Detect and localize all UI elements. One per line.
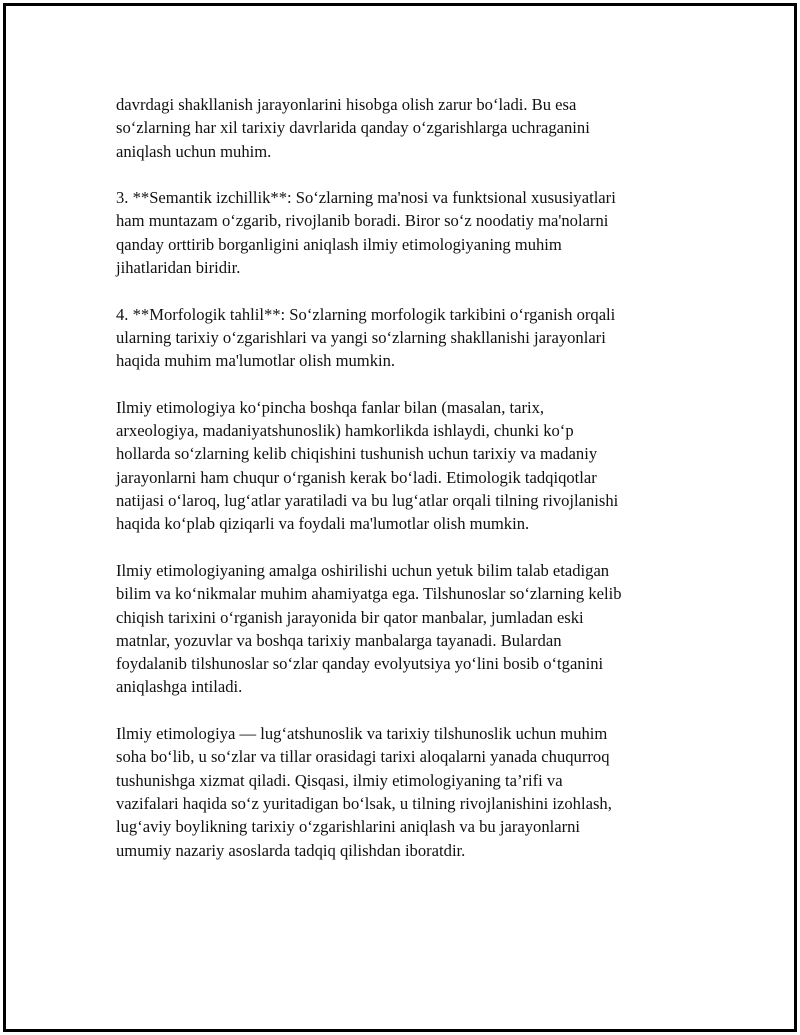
paragraph-semantic-consistency: [116, 186, 696, 279]
paragraph-morphological-analysis: [116, 303, 696, 373]
text-line: lug‘aviy boylikning tarixiy o‘zgarishlarini aniqlash va bu jarayonlarni: [116, 817, 581, 837]
text-line: tushunishga xizmat qiladi. Qisqasi, ilmiy etimologiyaning ta’rifi va: [116, 770, 563, 790]
document-body: [116, 93, 696, 885]
text-line: jihatlaridan biridir.: [116, 258, 241, 278]
text-line: Ilmiy etimologiya — lug‘atshunoslik va tarixiy tilshunoslik uchun muhim: [116, 724, 608, 744]
text-line: chiqish tarixini o‘rganish jarayonida bir qator manbalar, jumladan eski: [116, 607, 584, 627]
paragraph-etymology-periods: [116, 93, 696, 163]
text-line: haqida muhim ma'lumotlar olish mumkin.: [116, 351, 396, 371]
text-line: arxeologiya, madaniyatshunoslik) hamkorlikda ishlaydi, chunki ko‘p: [116, 421, 574, 441]
text-line: ularning tarixiy o‘zgarishlari va yangi so‘zlarning shakllanishi jarayonlari: [116, 327, 606, 347]
text-line: foydalanib tilshunoslar so‘zlar qanday evolyutsiya yo‘lini bosib o‘tganini: [116, 654, 604, 674]
text-line: 4. **Morfologik tahlil**: So‘zlarning morfologik tarkibini o‘rganish orqali: [116, 304, 616, 324]
paragraph-knowledge-skills: [116, 559, 696, 699]
text-line: aniqlashga intiladi.: [116, 677, 243, 697]
text-line: so‘zlarning har xil tarixiy davrlarida qanday o‘zgarishlarga uchraganini: [116, 118, 590, 138]
paragraph-conclusion: [116, 722, 696, 862]
text-line: vazifalari haqida so‘z yuritadigan bo‘lsak, u tilning rivojlanishini izohlash,: [116, 793, 612, 813]
text-line: Ilmiy etimologiyaning amalga oshirilishi uchun yetuk bilim talab etadigan: [116, 560, 610, 580]
text-line: ham muntazam o‘zgarib, rivojlanib boradi. Biror so‘z noodatiy ma'nolarni: [116, 211, 609, 231]
text-line: hollarda so‘zlarning kelib chiqishini tushunish uchun tarixiy va madaniy: [116, 444, 598, 464]
text-line: matnlar, yozuvlar va boshqa tarixiy manbalarga tayanadi. Bulardan: [116, 630, 562, 650]
text-line: davrdagi shakllanish jarayonlarini hisobga olish zarur bo‘ladi. Bu esa: [116, 95, 577, 114]
text-line: bilim va ko‘nikmalar muhim ahamiyatga ega. Tilshunoslar so‘zlarning kelib: [116, 584, 622, 604]
text-line: jarayonlarni ham chuqur o‘rganish kerak bo‘ladi. Etimologik tadqiqotlar: [116, 467, 597, 487]
text-line: Ilmiy etimologiya ko‘pincha boshqa fanlar bilan (masalan, tarix,: [116, 397, 545, 417]
text-line: natijasi o‘laroq, lug‘atlar yaratiladi va bu lug‘atlar orqali tilning rivojlanishi: [116, 491, 619, 511]
text-line: qanday orttirib borganligini aniqlash ilmiy etimologiyaning muhim: [116, 234, 562, 254]
text-line: aniqlash uchun muhim.: [116, 141, 272, 161]
text-line: 3. **Semantik izchillik**: So‘zlarning ma'nosi va funktsional xususiyatlari: [116, 188, 616, 208]
text-line: umumiy nazariy asoslarda tadqiq qilishdan iboratdir.: [116, 840, 466, 860]
text-line: haqida ko‘plab qiziqarli va foydali ma'lumotlar olish mumkin.: [116, 514, 530, 534]
paragraph-interdisciplinary: [116, 396, 696, 536]
text-line: soha bo‘lib, u so‘zlar va tillar orasidagi tarixi aloqalarni yanada chuqurroq: [116, 747, 610, 767]
